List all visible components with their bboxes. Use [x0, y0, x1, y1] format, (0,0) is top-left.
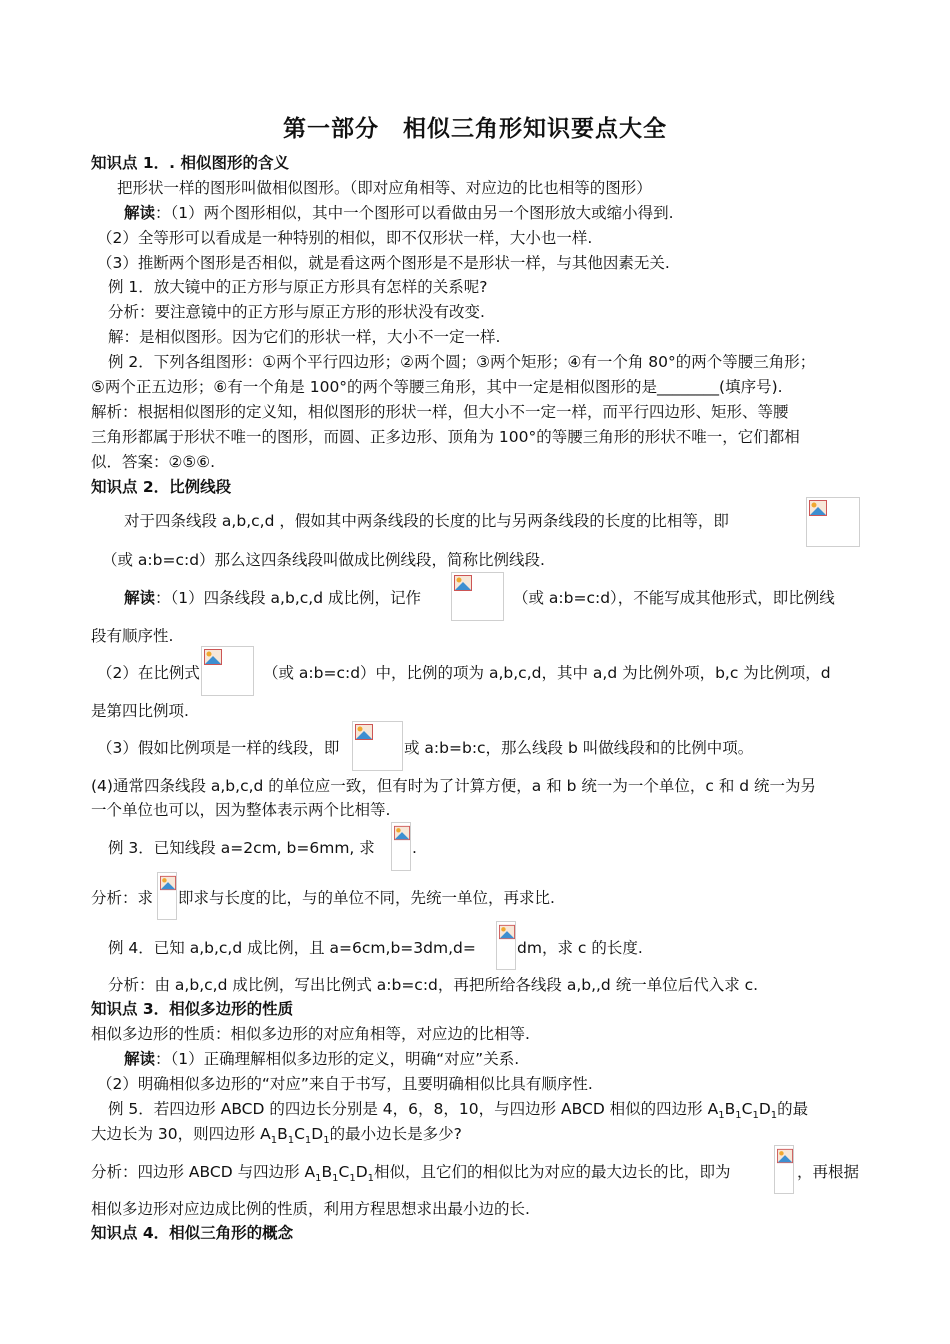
example-4a: 例 4．已知 a,b,c,d 成比例，且 a=6cm,b=3dm,d=	[108, 939, 476, 957]
example-3-analysis-a: 分析：求	[91, 889, 154, 907]
example-5-line2	[91, 1124, 871, 1151]
kp2-jiedu-4a: (4)通常四条线段 a,b,c,d 的单位应一致，但有时为了计算方便，a 和 b 统一为一个单位，c 和 d 统一为另	[91, 777, 817, 795]
example-1: 例 1．放大镜中的正方形与原正方形具有怎样的关系呢?	[108, 278, 488, 296]
kp2-jiedu-2b: （或 a:b=c:d）中，比例的项为 a,b,c,d，其中 a,d 为比例外项，b,c 为比例项，d	[263, 664, 831, 682]
formula-image	[157, 872, 177, 920]
broken-image-icon	[499, 924, 515, 940]
example-2-analysis1: 解析：根据相似图形的定义知，相似图形的形状一样，但大小不一定一样，而平行四边形、矩形、等腰	[91, 403, 789, 421]
kp1-jiedu-1	[124, 203, 904, 223]
example-2-line1: 例 2．下列各组图形：①两个平行四边形；②两个圆；③两个矩形；④有一个角 80°的两个等腰三角形；	[108, 353, 816, 371]
kp3-heading: 知识点 3．相似多边形的性质	[91, 1000, 294, 1018]
broken-image-icon	[809, 500, 827, 516]
kp2-jiedu-2a: （2）在比例式	[97, 664, 200, 682]
example-2-analysis3: 似．答案：②⑤⑥.	[91, 453, 216, 471]
broken-image-icon	[355, 724, 373, 740]
formula-image	[806, 497, 860, 547]
kp2-jiedu-4b: 一个单位也可以，因为整体表示两个比相等.	[91, 801, 391, 819]
jiedu-label: 解读	[124, 1050, 156, 1068]
jiedu-label: 解读	[124, 589, 156, 607]
example-5-analysis-c: ，再根据	[797, 1163, 860, 1181]
letter: D	[311, 1125, 324, 1143]
subscript: 1	[315, 1173, 322, 1185]
kp2-definition-2: （或 a:b=c:d）那么这四条线段叫做成比例线段，简称比例线段.	[102, 551, 545, 569]
example-2-analysis2: 三角形都属于形状不唯一的图形，而圆、正多边形、顶角为 100°的等腰三角形的形状不唯一，它们都相	[91, 428, 800, 446]
example-3-period: .	[412, 839, 417, 857]
subscript: 1	[287, 1135, 295, 1147]
kp2-jiedu-1c: 段有顺序性.	[91, 627, 174, 645]
kp1-jiedu-2: （2）全等形可以看成是一种特别的相似，即不仅形状一样，大小也一样.	[97, 229, 593, 247]
example-5-analysis-line1	[91, 1162, 871, 1189]
example-3: 例 3．已知线段 a=2cm, b=6mm, 求	[108, 839, 375, 857]
ex5-an-b: 相似，且它们的相似比为对应的最大边长的比，即为	[374, 1163, 731, 1181]
ex5-text-a: 例 5．若四边形 ABCD 的四边长分别是 4，6，8，10，与四边形 ABCD 相似的四边形 A	[108, 1100, 719, 1118]
formula-image	[496, 921, 516, 970]
formula-image	[352, 721, 403, 771]
letter: B	[321, 1163, 333, 1181]
page-title: 第一部分 相似三角形知识要点大全	[283, 116, 667, 142]
kp4-heading: 知识点 4．相似三角形的概念	[91, 1224, 294, 1242]
jiedu-label: 解读	[124, 204, 156, 222]
subscript: 1	[332, 1173, 339, 1185]
kp2-jiedu-3b: 或 a:b=b:c，那么线段 b 叫做线段和的比例中项。	[404, 739, 754, 757]
letter: C	[294, 1125, 305, 1143]
formula-image	[201, 646, 254, 696]
letter: C	[338, 1163, 350, 1181]
example-5-analysis-line2: 相似多边形对应边成比例的性质，利用方程思想求出最小边的长.	[91, 1200, 530, 1218]
subscript: 1	[752, 1110, 759, 1122]
example-2-line2: ⑤两个正五边形；⑥有一个角是 100°的两个等腰三角形，其中一定是相似图形的是________(填序号).	[91, 378, 783, 396]
subscript: 1	[367, 1173, 375, 1185]
kp1-definition: 把形状一样的图形叫做相似图形。（即对应角相等、对应边的比也相等的图形）	[117, 179, 652, 197]
letter: D	[355, 1163, 368, 1181]
formula-image	[774, 1145, 794, 1194]
kp2-jiedu-1b: （或 a:b=c:d），不能写成其他形式，即比例线	[513, 589, 835, 607]
kp2-definition-1	[124, 511, 904, 531]
kp3-jiedu-1	[124, 1049, 904, 1069]
subscript: 1	[349, 1173, 356, 1185]
letter: B	[724, 1100, 736, 1118]
kp3-jiedu-2: （2）明确相似多边形的“对应”来自于书写，且要明确相似比具有顺序性.	[97, 1075, 593, 1093]
broken-image-icon	[777, 1148, 793, 1164]
kp1-heading: 知识点 1．. 相似图形的含义	[91, 154, 289, 172]
subscript: 1	[304, 1135, 312, 1147]
formula-image	[391, 822, 411, 871]
broken-image-icon	[454, 575, 472, 591]
ex5-an-a: 分析：四边形 ABCD 与四边形 A	[91, 1163, 316, 1181]
ex5-text-d: 的最小边长是多少?	[329, 1125, 462, 1143]
kp2-jiedu-2c: 是第四比例项.	[91, 702, 189, 720]
letter: D	[758, 1100, 771, 1118]
kp3-definition: 相似多边形的性质：相似多边形的对应角相等，对应边的比相等.	[91, 1025, 530, 1043]
example-5-line1	[108, 1099, 888, 1126]
subscript: 1	[718, 1110, 725, 1122]
example-4-analysis: 分析：由 a,b,c,d 成比例，写出比例式 a:b=c:d，再把所给各线段 a,b,,d 统一单位后代入求 c.	[108, 976, 759, 994]
ex5-text-b: 的最	[777, 1100, 809, 1118]
kp2-heading: 知识点 2．比例线段	[91, 478, 232, 496]
kp2-def1-text: 对于四条线段 a,b,c,d ，假如其中两条线段的长度的比与另两条线段的长度的比相等，即	[124, 512, 729, 530]
broken-image-icon	[204, 649, 222, 665]
subscript: 1	[270, 1135, 278, 1147]
kp1-jiedu-1-text: ：（1）两个图形相似，其中一个图形可以看做由另一个图形放大或缩小得到.	[155, 204, 674, 222]
ex5-text-c: 大边长为 30，则四边形 A	[91, 1125, 271, 1143]
subscript: 1	[735, 1110, 742, 1122]
example-1-analysis: 分析：要注意镜中的正方形与原正方形的形状没有改变.	[108, 303, 485, 321]
broken-image-icon	[394, 825, 410, 841]
kp2-jiedu-3a: （3）假如比例项是一样的线段，即	[97, 739, 340, 757]
formula-image	[451, 572, 504, 621]
subscript: 1	[323, 1135, 330, 1147]
subscript: 1	[770, 1110, 778, 1122]
broken-image-icon	[160, 875, 176, 891]
example-4b: dm，求 c 的长度.	[517, 939, 643, 957]
kp2-jiedu1a: ：（1）四条线段 a,b,c,d 成比例，记作	[155, 589, 421, 607]
example-1-solution: 解：是相似图形。因为它们的形状一样，大小不一定一样.	[108, 328, 501, 346]
letter: C	[741, 1100, 753, 1118]
kp3-jiedu1-text: ：（1）正确理解相似多边形的定义，明确“对应”关系.	[155, 1050, 520, 1068]
example-3-analysis-b: 即求与长度的比，与的单位不同，先统一单位，再求比.	[178, 889, 555, 907]
kp1-jiedu-3: （3）推断两个图形是否相似，就是看这两个图形是不是形状一样，与其他因素无关.	[97, 254, 670, 272]
letter: B	[277, 1125, 288, 1143]
